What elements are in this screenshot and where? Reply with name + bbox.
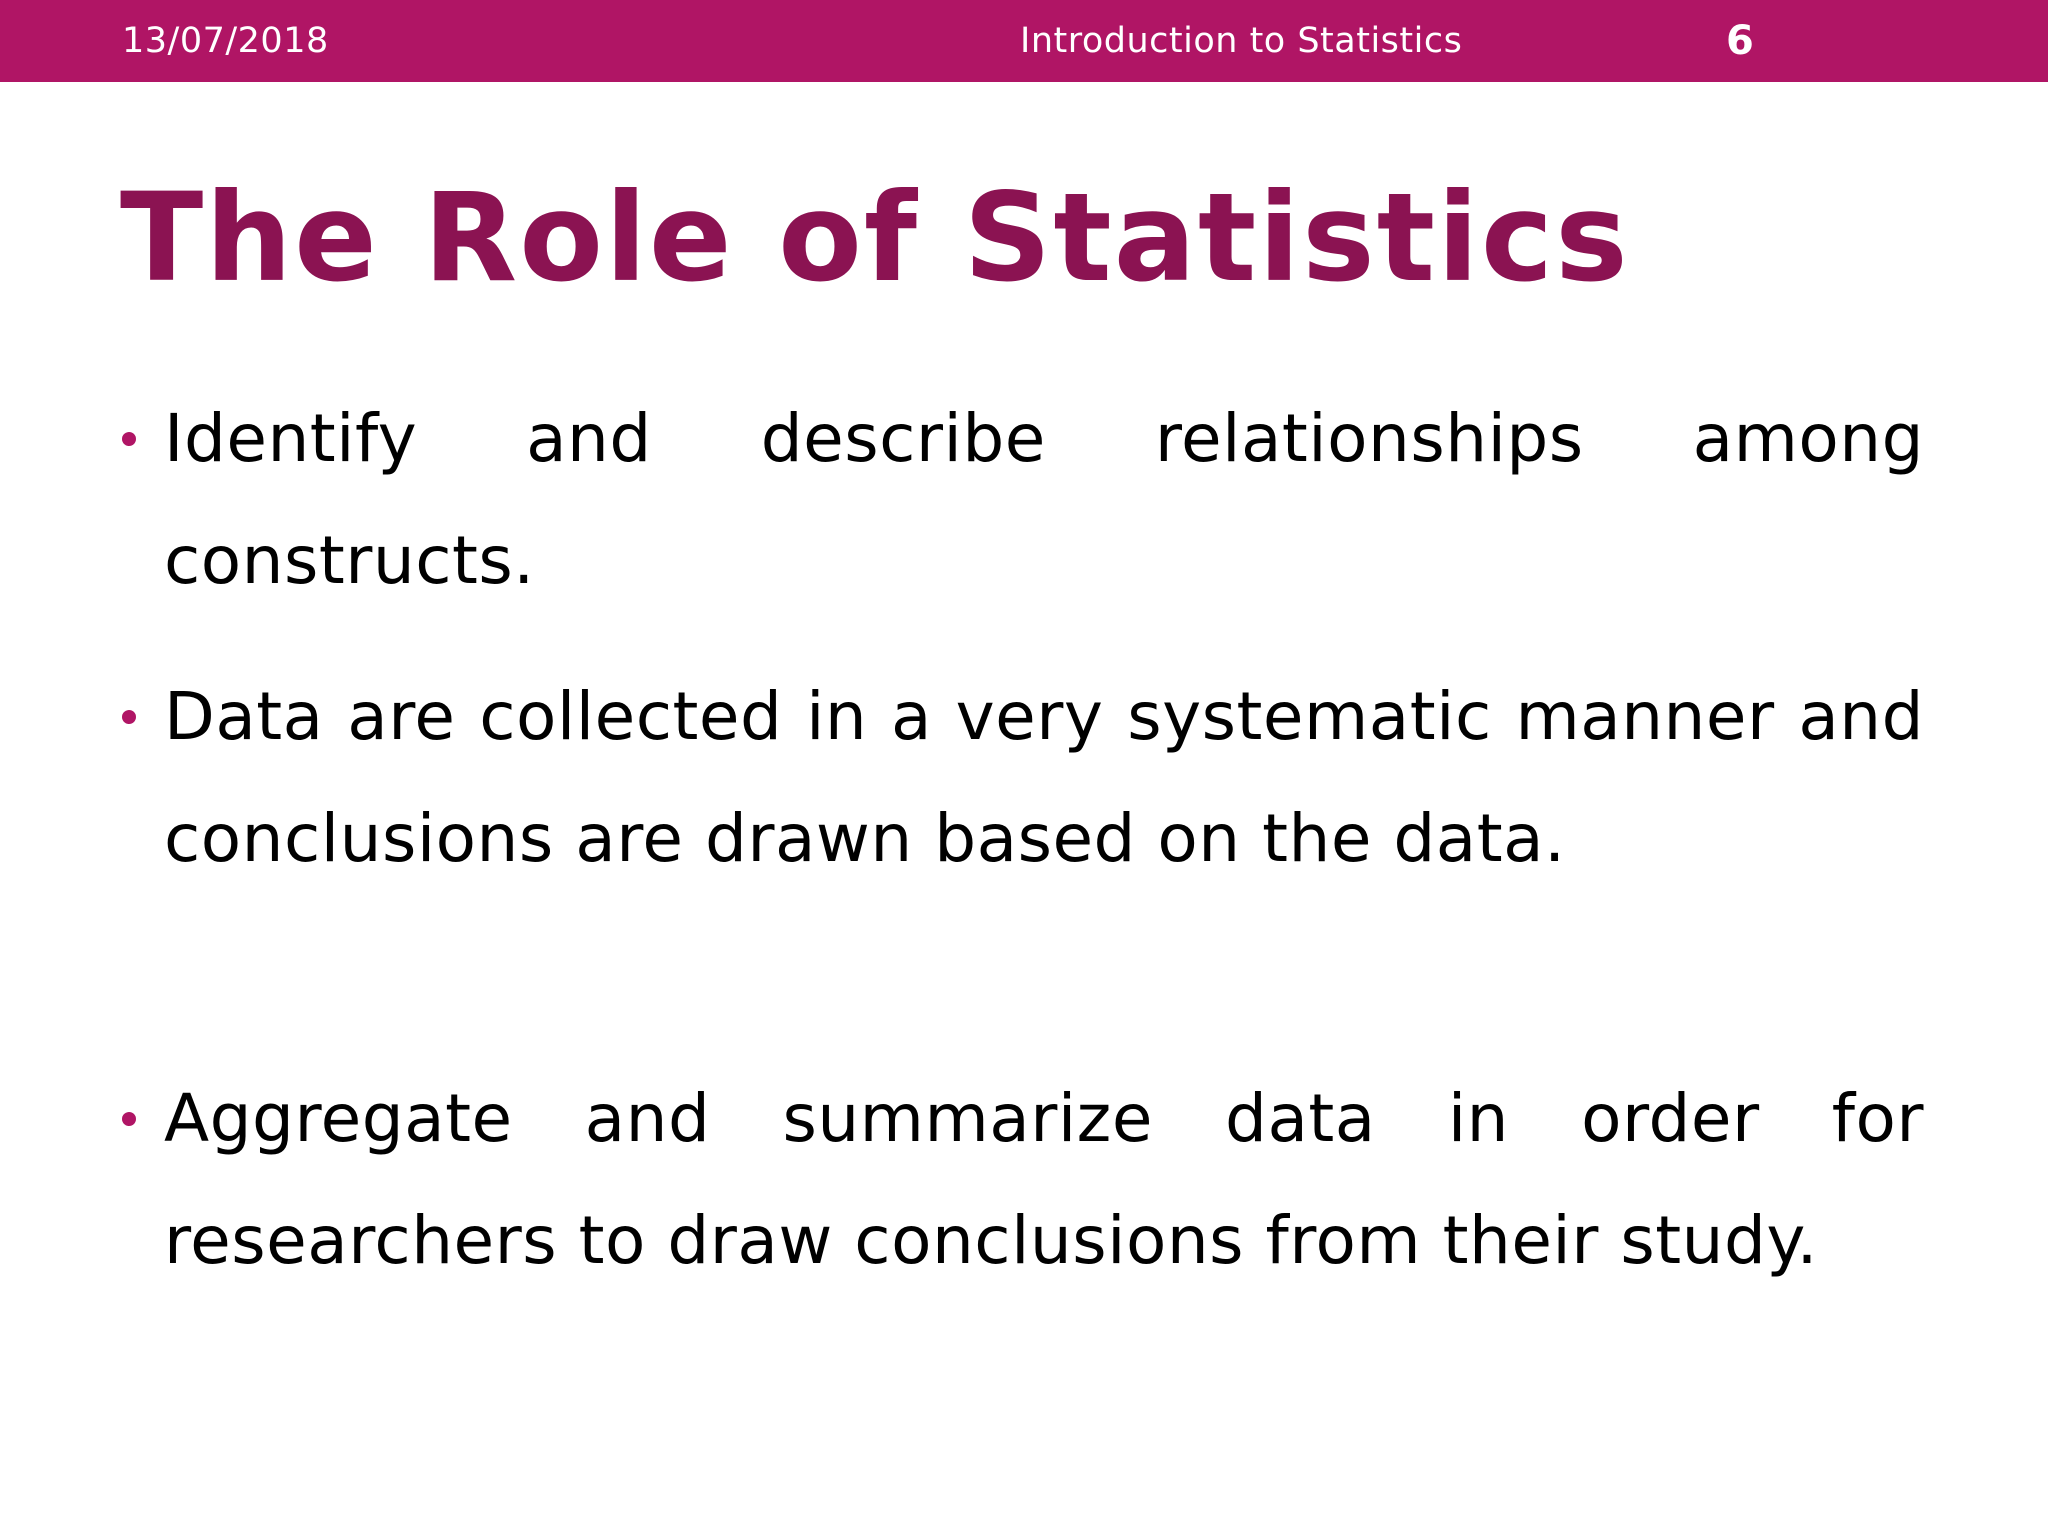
header-date: 13/07/2018 <box>122 21 329 61</box>
bullet-marker <box>122 432 136 446</box>
bullet-marker <box>122 1112 136 1126</box>
header-bar <box>0 0 2048 82</box>
bullet-text: Data are collected in a very systematic manner and conclusions are drawn based on the data. <box>164 678 1924 877</box>
page-number: 6 <box>1726 18 1754 64</box>
slide-title: The Role of Statistics <box>120 167 1630 309</box>
bullet-marker <box>122 710 136 724</box>
header-presentation-title: Introduction to Statistics <box>1020 21 1463 61</box>
bullet-text: Aggregate and summarize data in order for researchers to draw conclusions from their study. <box>164 1080 1924 1279</box>
bullet-text: Identify and describe relationships among constructs. <box>164 400 1924 599</box>
